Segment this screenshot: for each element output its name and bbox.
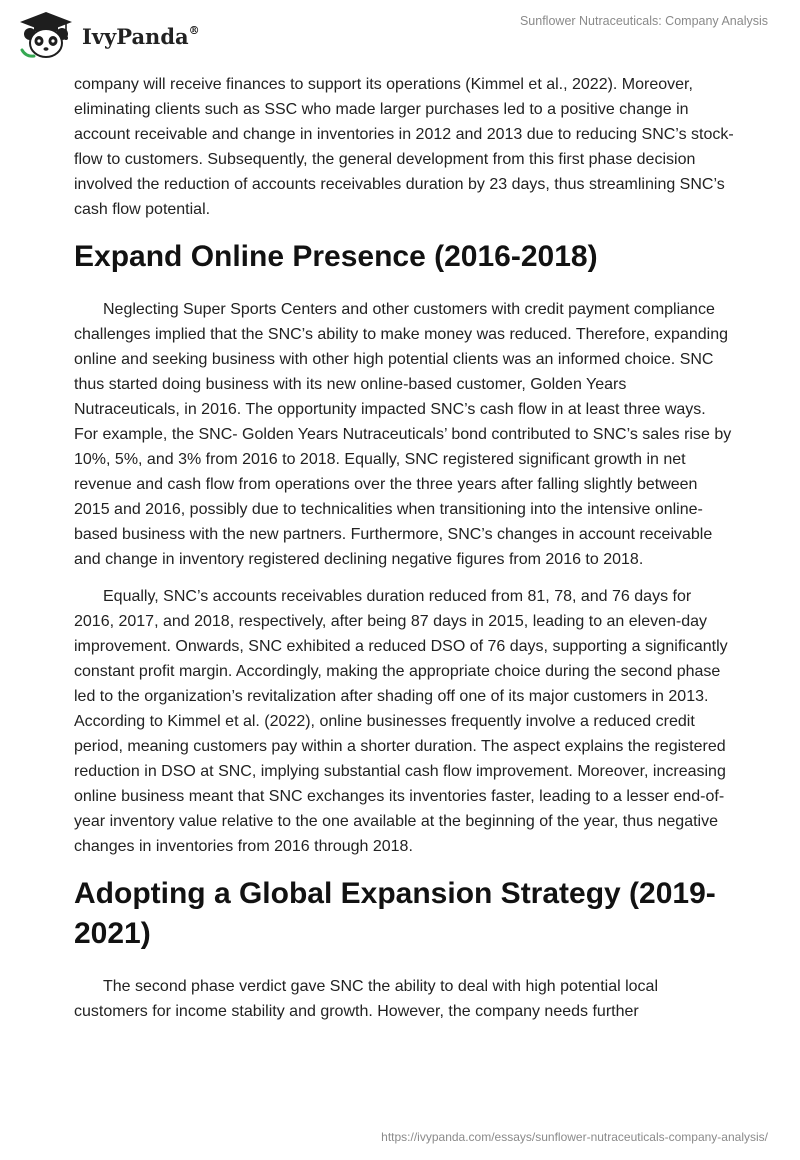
source-url-link[interactable]: https://ivypanda.com/essays/sunflower-nutraceuticals-company-analysis/ — [381, 1130, 768, 1144]
paragraph-intro: company will receive finances to support its operations (Kimmel et al., 2022). Moreover, eliminating clients such as SSC who made larger purchases led to a positive change in account receivable and change in inventories in 2012 and 2013 due to reducing SNC’s stock-flow to customers. Subsequently, the general development from this first phase decision involved the reduction of accounts receivables duration by 23 days, thus streamlining SNC’s cash flow potential. — [74, 76, 734, 218]
brand-logo[interactable] — [16, 10, 200, 60]
page-header — [0, 0, 800, 66]
document-title: Sunflower Nutraceuticals: Company Analysis — [519, 14, 768, 28]
paragraph-online-1: Neglecting Super Sports Centers and other customers with credit payment compliance challenges implied that the SNC’s ability to make money was reduced. Therefore, expanding online and seeking business with other high potential clients was an informed choice. SNC thus started doing business with its new online-based customer, Golden Years Nutraceuticals, in 2016. The opportunity impacted SNC’s cash flow in at least three ways. For example, the SNC- Golden Years Nutraceuticals’ bond contributed to SNC’s sales rise by 10%, 5%, and 3% from 2016 to 2018. Equally, SNC registered significant growth in net revenue and cash flow from operations over the three years after falling slightly between 2015 and 2016, possibly due to technicalities when transitioning into the intensive online-based business with the new partners. Furthermore, SNC’s changes in account receivable and change in inventory registered declining negative figures from 2016 to 2018. — [74, 301, 732, 568]
section-heading-online-presence: Expand Online Presence (2016-2018) — [74, 240, 598, 273]
section-heading-global-expansion: Adopting a Global Expansion Strategy (2019-2021) — [74, 877, 716, 950]
panda-graduate-icon — [16, 10, 76, 60]
paragraph-global-1: The second phase verdict gave SNC the ability to deal with high potential local customers for income stability and growth. However, the company needs further — [74, 978, 658, 1020]
paragraph-online-2: Equally, SNC’s accounts receivables duration reduced from 81, 78, and 76 days for 2016, 2017, and 2018, respectively, after being 87 days in 2015, leading to an eleven-day improvement. Onwards, SNC exhibited a reduced DSO of 76 days, supporting a significantly constant profit margin. Accordingly, making the appropriate choice during the second phase led to the organization’s revitalization after shading off one of its major customers in 2013. According to Kimmel et al. (2022), online businesses frequently involve a reduced credit period, meaning customers pay within a shorter duration. The aspect explains the registered reduction in DSO at SNC, implying substantial cash flow improvement. Moreover, increasing online business meant that SNC exchanges its inventories faster, leading to a lesser end-of-year inventory value relative to the one available at the beginning of the year, thus negative changes in inventories from 2016 through 2018. — [74, 588, 728, 855]
registered-mark: ® — [188, 23, 200, 37]
brand-name: IvyPanda® — [82, 23, 200, 49]
article-body — [74, 72, 734, 1036]
